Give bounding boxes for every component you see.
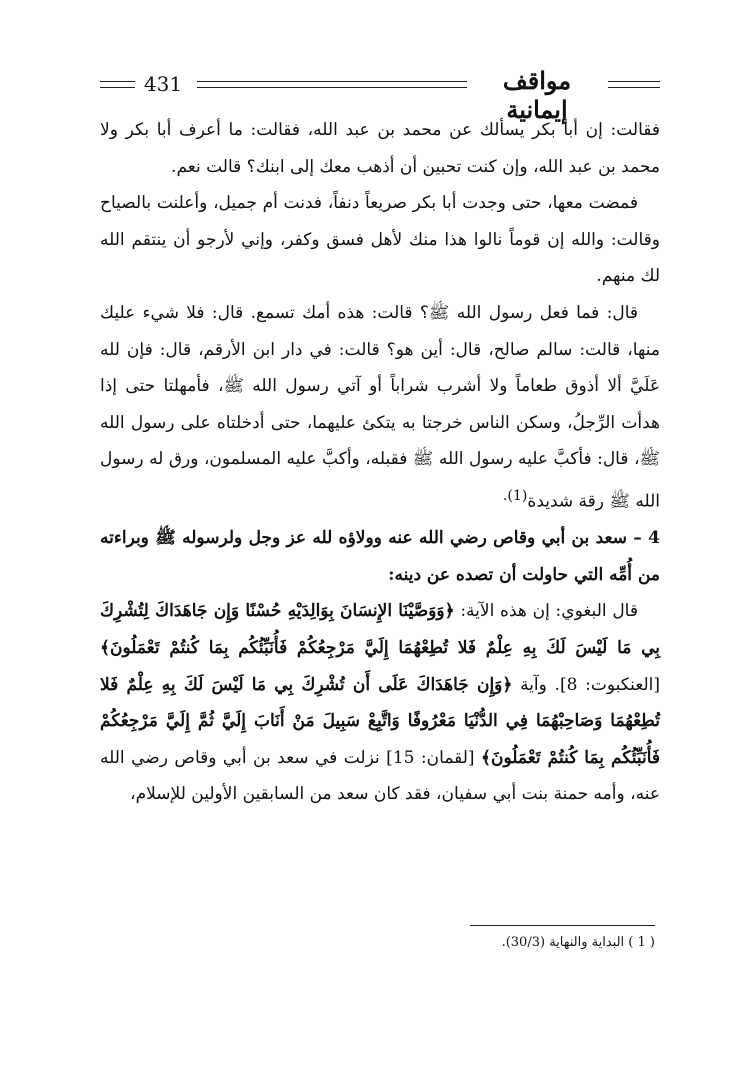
verse-reference-1: [العنكبوت: 8]. وآية [520,674,661,695]
paragraph-1: فقالت: إن أبا بكر يسألك عن محمد بن عبد الله، فقالت: ما أعرف أبا بكر ولا محمد بن عبد الله، وإن كنت تحبين أن أذهب معك إلى ابنك؟ قالت نعم. [100,120,660,177]
header-rule-left [100,81,135,88]
header-rule-right [608,81,660,88]
quran-verse-2: ﴿وَإِن جَاهَدَاكَ عَلَى أَن تُشْرِكَ بِي مَا لَيْسَ لَكَ بِهِ عِلْمٌ فَلا تُطِعْهُمَا وَصَاحِبْهُمَا فِي الدُّنْيَا مَعْرُوفًا وَاتَّبِعْ سَبِيلَ مَنْ أَنَابَ إِلَيَّ ثُمَّ إِلَيَّ مَرْجِعُكُمْ فَأُنَبِّئُكُم بِمَا كُنتُمْ تَعْمَلُونَ﴾ [100,674,661,768]
header-rule-middle [197,81,467,88]
body-text [100,112,660,813]
running-title: مواقف إيمانية [502,66,572,124]
page-header [100,66,660,124]
footnote-marker: (1). [502,487,528,504]
paragraph-3 [100,295,660,520]
paragraph-4 [100,593,660,813]
paragraph-3-text: قال: فما فعل رسول الله ﷺ؟ قالت: هذه أمك تسمع. قال: فلا شيء عليك منها، قالت: سالم صالح، قال: أين هو؟ قالت: في دار ابن الأرقم، قال: فإن لله عَلَيَّ ألا أذوق طعاماً ولا أشرب شراباً أو آتي رسول الله ﷺ، فأمهلتا حتى إذا هدأت الرِّجلُ، وسكن الناس خرجتا به يتكئ عليهما، حتى أدخلتاه على رسول الله ﷺ، قال: فأكبَّ عليه رسول الله ﷺ فقبله، وأكبَّ عليه المسلمون، ورق له رسول الله ﷺ رقة شديدة [100,302,660,512]
footnote-divider [470,925,655,926]
paragraph-4-end: [لقمان: 15] نزلت في سعد بن أبي وقاص رضي الله عنه، وأمه حمنة بنت أبي سفيان، فقد كان سعد من السابقين الأولين للإسلام، [100,747,660,805]
paragraph-2: فمضت معها، حتى وجدت أبا بكر صريعاً دنفاً، فدنت أم جميل، وأعلنت بالصياح وقالت: والله إن قوماً نالوا هذا منك لأهل فسق وكفر، وإني لأرجو أن ينتقم الله لك منهم. [100,193,660,287]
footnote: ( 1 ) البداية والنهاية (30/3). [501,935,655,950]
quran-verse-1: ﴿وَوَصَّيْنَا الإِنسَانَ بِوَالِدَيْهِ حُسْنًا وَإِن جَاهَدَاكَ لِتُشْرِكَ بِي مَا لَيْسَ لَكَ بِهِ عِلْمٌ فَلا تُطِعْهُمَا إِلَيَّ مَرْجِعُكُمْ فَأُنَبِّئُكُم بِمَا كُنتُمْ تَعْمَلُونَ﴾ [100,601,661,658]
page-number: 431 [143,72,183,96]
section-heading: 4 – سعد بن أبي وقاص رضي الله عنه وولاؤه لله عز وجل ولرسوله ﷺ وبراءته من أُمِّه التي حاولت أن تصده عن دينه: [100,528,660,585]
paragraph-4-start: قال البغوي: إن هذه الآية: [460,601,638,622]
